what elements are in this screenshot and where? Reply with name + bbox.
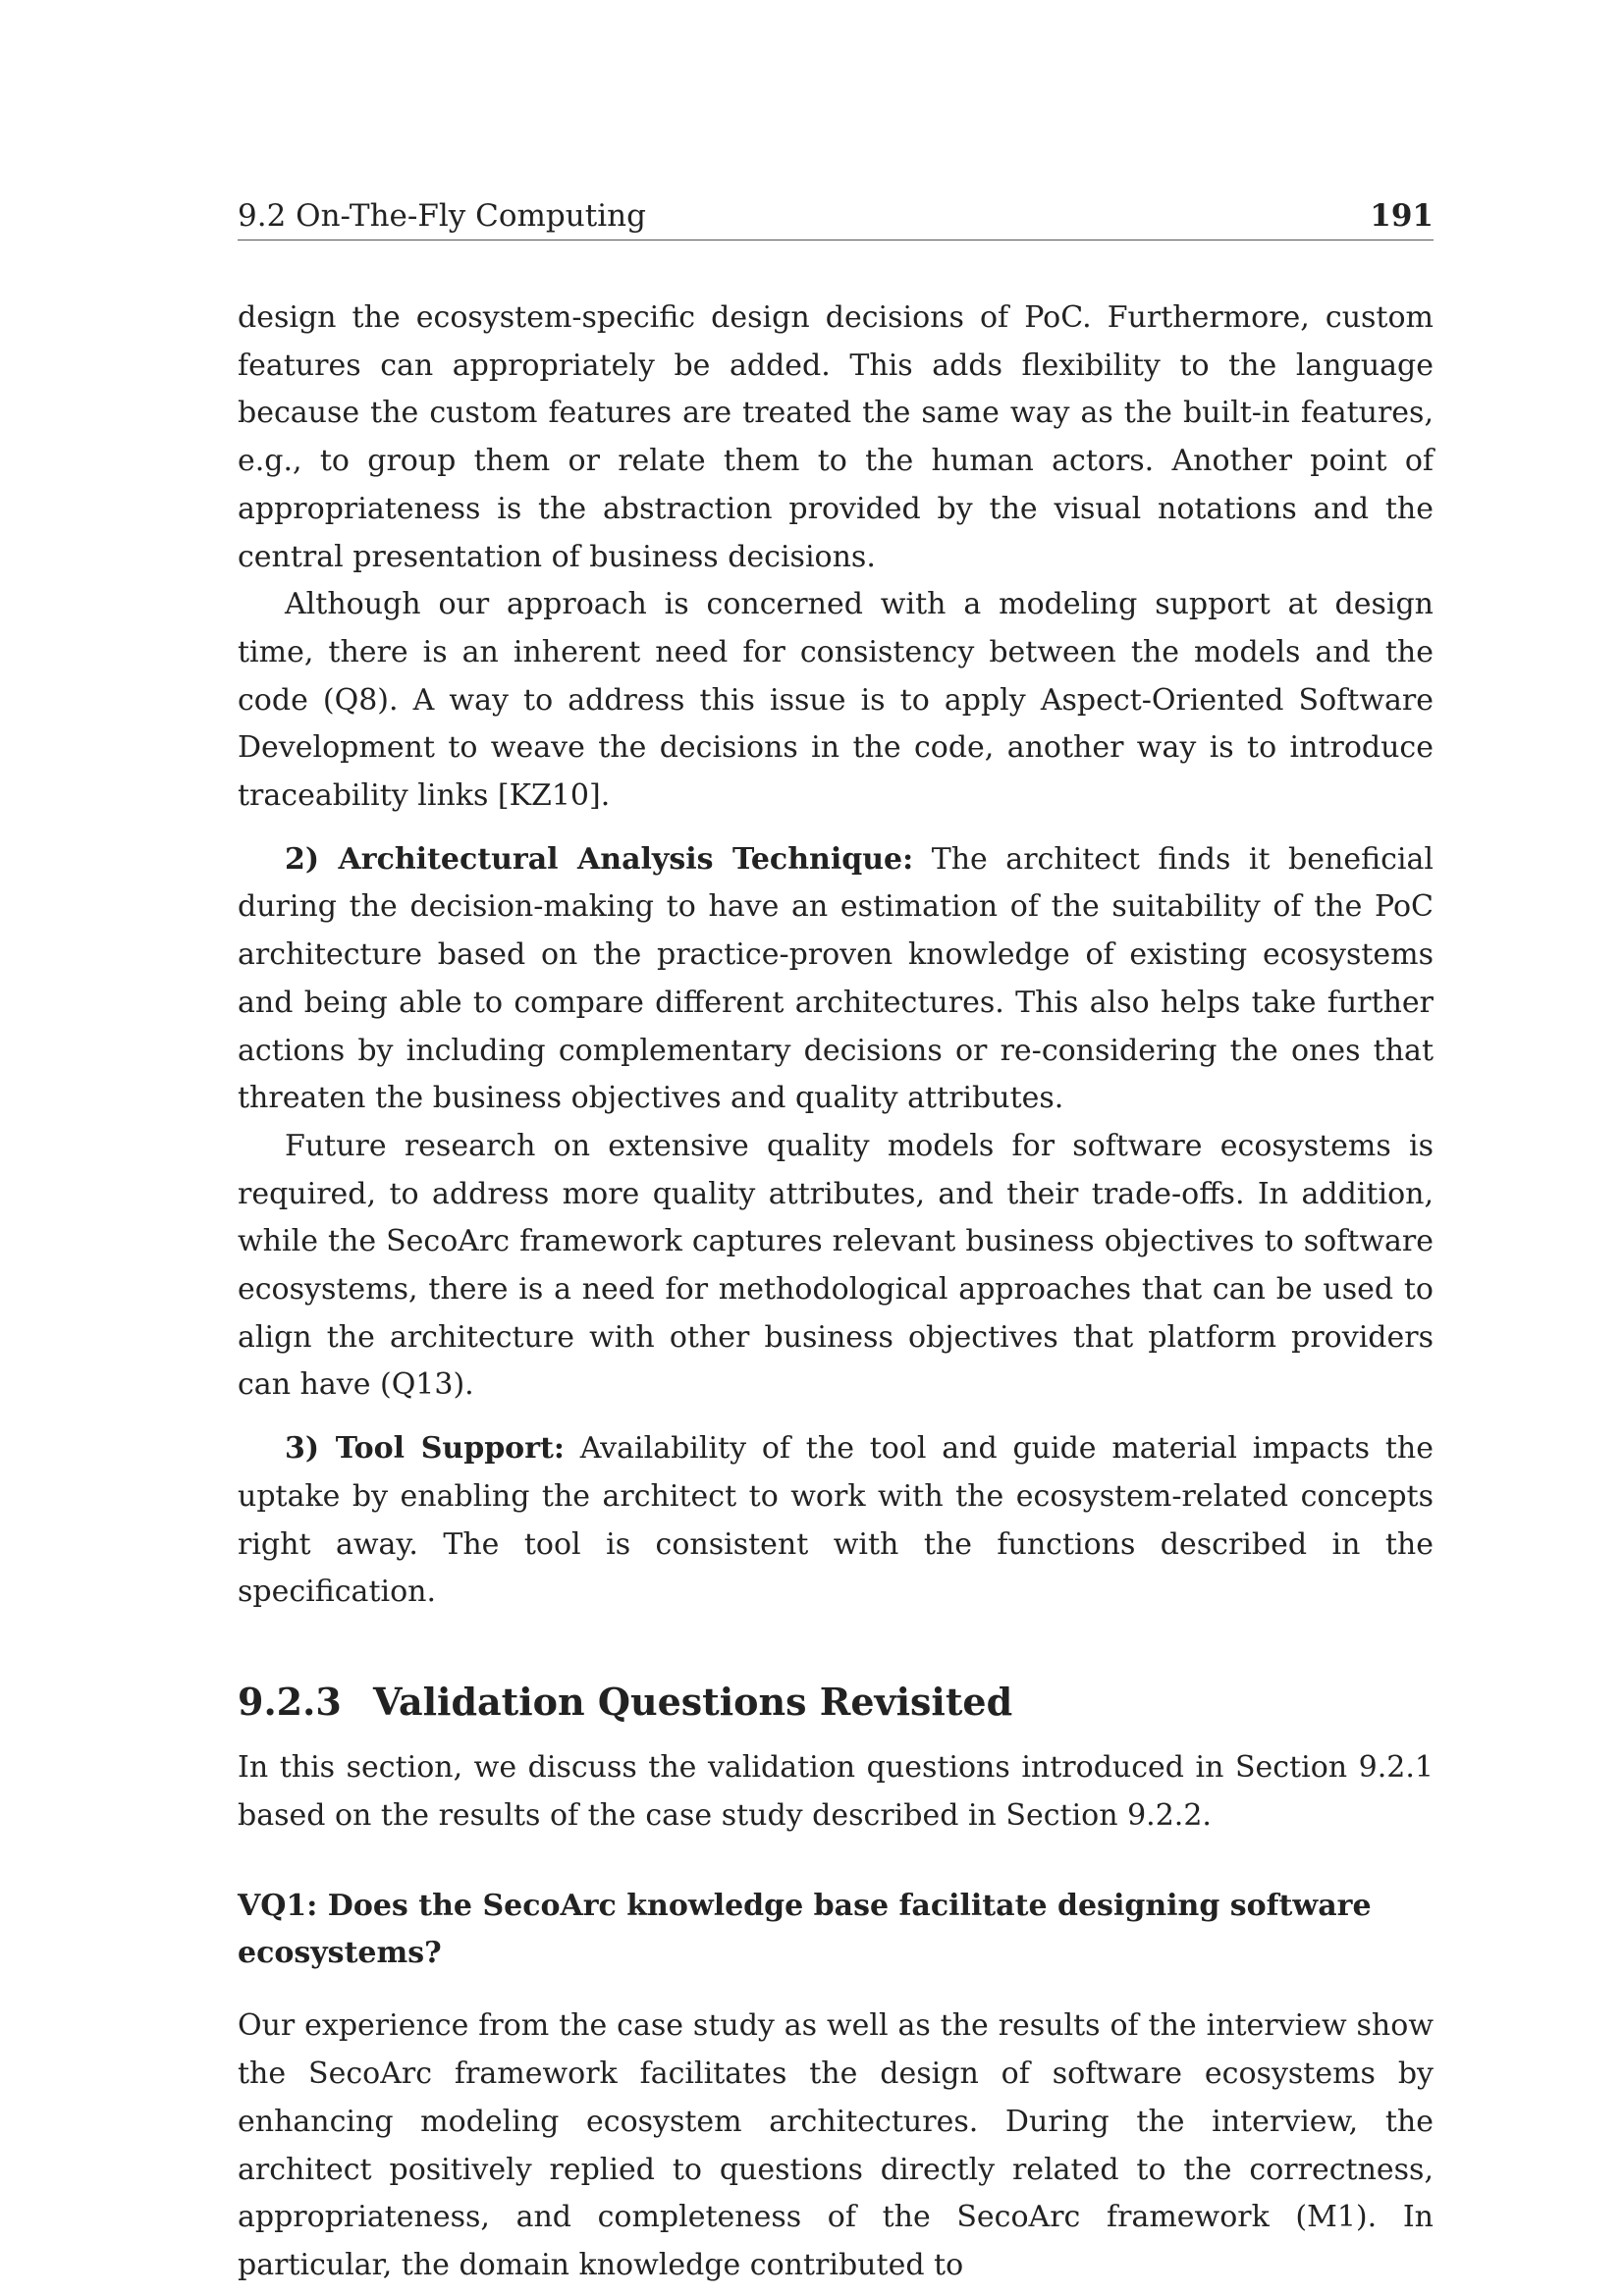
section-heading xyxy=(238,1678,1434,1727)
page-number: 191 xyxy=(1370,198,1434,234)
paragraph-tool-support-text: Availability of the tool and guide material impacts the uptake by enabling the architect to work with the ecosystem-related concepts right away. The tool is consistent with the functions described in the specification. xyxy=(238,1431,1434,1610)
paragraph-tool-support xyxy=(238,1425,1434,1617)
header-section-title: 9.2 On-The-Fly Computing xyxy=(238,198,646,234)
paragraph-section-intro: In this section, we discuss the validation questions introduced in Section 9.2.1 based on the results of the case study described in Section 9.2.2. xyxy=(238,1749,1434,1833)
paragraph-future-research: Future research on extensive quality models for software ecosystems is required, to address more quality attributes, and their trade-offs. In addition, while the SecoArc framework captures relevant business objectives to software ecosystems, there is a need for methodological approaches that can be used to align the architecture with other business objectives that platform providers can have (Q13). xyxy=(238,1128,1434,1403)
paragraph-vq1-answer: Our experience from the case study as well as the results of the interview show the SecoArc framework facilitates the design of software ecosystems by enhancing modeling ecosystem architectures. During the interview, the architect positively replied to questions directly related to the correctness, appropriateness, and completeness of the SecoArc framework (M1). In particular, the domain knowledge contributed to xyxy=(238,2008,1434,2282)
section-title: Validation Questions Revisited xyxy=(373,1679,1013,1724)
paragraph-architectural-analysis-text: The architect finds it beneficial during the decision-making to have an estimation of the suitability of the PoC architecture based on the practice-proven knowledge of existing ecosystems and being able to compare different architectures. This also helps take further actions by including complementary decisions or re-considering the ones that threaten the business objectives and quality attributes. xyxy=(238,841,1434,1116)
paragraph-2: Although our approach is concerned with a modeling support at design time, there is an inherent need for consistency between the models and the code (Q8). A way to address this issue is to apply Aspect-Oriented Software Development to weave the decisions in the code, another way is to introduce traceability links [KZ10]. xyxy=(238,587,1434,814)
body-text xyxy=(238,294,1434,2290)
paragraph-architectural-analysis xyxy=(238,836,1434,1123)
run-in-heading-architectural-analysis: 2) Architectural Analysis Technique: xyxy=(285,841,914,877)
run-in-heading-tool-support: 3) Tool Support: xyxy=(285,1431,565,1467)
section-number: 9.2.3 xyxy=(238,1679,342,1724)
vq1-heading: VQ1: Does the SecoArc knowledge base facilitate designing software ecosystems? xyxy=(238,1889,1372,1971)
paragraph-1: design the ecosystem-specific design decisions of PoC. Furthermore, custom features can appropriately be added. This adds flexibility to the language because the custom features are treated the same way as the built-in features, e.g., to group them or relate them to the human actors. Another point of appropriateness is the abstraction provided by the visual notations and the central presentation of business decisions. xyxy=(238,300,1434,574)
running-header xyxy=(238,196,1434,240)
